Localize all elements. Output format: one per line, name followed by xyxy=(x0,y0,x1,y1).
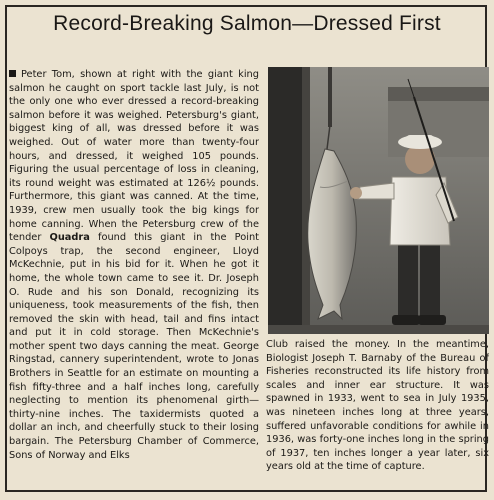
bullet-square-icon xyxy=(9,70,16,77)
salmon-photo-illustration xyxy=(268,67,489,334)
ship-name: Quadra xyxy=(49,232,90,244)
article-title: Record-Breaking Salmon—Dressed First xyxy=(53,12,441,35)
article-text-part2: found this giant in the Point Colpoys trap, the second engineer, Lloyd McKechnie, put in his bid for it. When he got it home, the whole town came to see it. Dr. Joseph O. Rude and his son Donald, recognizing its uniqueness, took measurements of the fish, then removed the skin with head, tail and fins intact and put it in cold storage. Then McKechnie's mother spent two days canning the meat. George Ringstad, cannery superintendent, wrote to Jonas Brothers in Seattle for an estimate on mounting a fish fifty-three and a half inches long, carefully neglecting to mention its phenomenal girth—thirty-nine inches. The taxidermists quoted a dollar an inch, and cheerfully stuck to their losing bargain. The Petersburg Chamber of Commerce, Sons of Norway and Elks xyxy=(9,232,259,461)
article-text-part1: Peter Tom, shown at right with the giant king salmon he caught on sport tackle last July, is not the only one who ever dressed a record-breaking salmon before it was weighed. Petersburg's giant, biggest king of all, was dressed before it was weighed. Out of water more than twenty-four hours, and dressed, it weighed 105 pounds. Figuring the usual percentage of loss in cleaning, its round weight was estimated at 126½ pounds. Furthermore, this giant was canned. At the time, 1939, crew men usually took the big kings for home canning. When the Petersburg crew of the tender xyxy=(9,69,259,244)
article-right-column: Club raised the money. In the meantime, Biologist Joseph T. Barnaby of the Bureau of Fisheries reconstructed its life history from scales and inner ear structure. It was spawned in 1933, went to sea in July 1935, was nineteen inches long at three years, suffered unfavorable conditions for awhile in 1936, was forty-one inches long in the spring of 1937, ten inches longer a year later, six years old at the time of capture. xyxy=(266,339,489,473)
salmon-photo xyxy=(268,67,489,334)
article-left-column xyxy=(9,68,259,480)
